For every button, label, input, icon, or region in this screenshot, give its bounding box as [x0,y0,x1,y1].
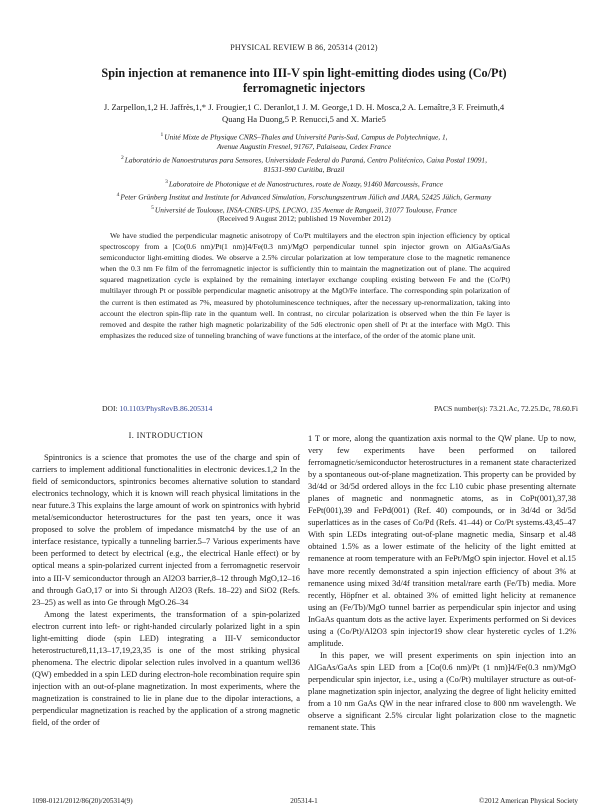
affiliation-2b: 81531-990 Curitiba, Brazil [263,165,345,174]
affiliation-2a: $^2$Laboratório de Nanoestruturas para Sensores, Universidade Federal do Paraná, Centro Politécnico, Caixa Postal 19091, [121,155,487,165]
paragraph: In this paper, we will present experiments on spin injection into an AlGaAs/GaAs spin LED from a [Co(0.6 nm)/Pt (1 nm)]4/Fe(0.3 nm)/MgO perpendicular spin injector, i.e., using a (Co/Pt) multilayer structure as out-of-plane magnetization spin injector, analyzing the degree of light helicity emitted from a 10 nm GaAs QW in the near infrared close to 800 nm wavelength. We observe a significant 2.5% circular light polarization close to the magnetic remanent state. This [308,650,576,733]
authors-line-1: J. Zarpellon,1,2 H. Jaffrès,1,* J. Frougier,1 C. Deranlot,1 J. M. George,1 D. H. Mosca,2 A. Lemaître,3 F. Freimuth,4 [103,102,505,112]
journal-header: PHYSICAL REVIEW B 86, 205314 (2012) [230,43,378,52]
section-heading: I. INTRODUCTION [128,431,204,440]
paragraph: Spintronics is a science that promotes the use of the charge and spin of carriers to implement additional functionalities in electronic devices.1,2 In the field of semiconductors, spintronics becomes alternative solution to standard electronics technology, which it is known will reach physical limitations in the near future.3 This explains the large amount of work on spintronics with hybrid metal/semiconductor heterostructures for the past ten years, once it was proposed to solve the problem of impedance mismatch4 by the use of an interface resistance, typically a tunneling barrier.5–7 Various experiments have been performed to detect by electrical (e.g., the electrical Hanle effect) or by optical means a spin-polarized current injected from a ferromagnetic reservoir into a III-V semiconductor through an Al2O3 barrier,8–12 through MgO,12–16 and through GaO,17 or into Si through Al2O3 (Refs. 18–22) and SiO2 (Refs. 23–25) as well as into Ge through MgO.26–34 [32,453,300,607]
title-line-1: Spin injection at remanence into III-V spin light-emitting diodes using (Co/Pt) [101,66,507,80]
right-column [308,433,576,734]
authors-line-2: Quang Ha Duong,5 P. Renucci,5 and X. Marie5 [222,114,386,124]
affiliation-4: $^4$Peter Grünberg Institut and Institute for Advanced Simulation, Forschungszentrum Jülich and JARA, 52425 Jülich, Germany [116,192,492,202]
doi-label: DOI: [102,404,120,413]
author-list [40,101,568,125]
footer-issn: 1098-0121/2012/86(20)/205314(9) [32,797,133,805]
footer-page-number: 205314-1 [290,797,318,805]
left-column [32,430,300,729]
affiliation-3: $^3$Laboratoire de Photonique et de Nanostructures, route de Nozay, 91460 Marcoussis, France [165,179,443,189]
affiliation-1b: Avenue Augustin Fresnel, 91767, Palaiseau, Cedex France [216,142,392,151]
doi-link[interactable]: 10.1103/PhysRevB.86.205314 [119,404,213,413]
pacs-numbers: PACS number(s): 73.21.Ac, 72.25.Dc, 78.60.Fi [433,404,578,413]
title-line-2: ferromagnetic injectors [243,81,365,95]
affiliation-1a: $^1$Unité Mixte de Physique CNRS–Thales and Université Paris-Sud, Campus de Polytechnique, 1, [160,132,448,142]
affiliation-5: $^5$Université de Toulouse, INSA-CNRS-UPS, LPCNO, 135 Avenue de Rangueil, 31077 Toulouse, France [151,205,457,215]
paragraph: Among the latest experiments, the transformation of a spin-polarized electron current into left- or right-handed circularly polarized light in a spin light-emitting diode (spin LED) integrating a III-V semiconductor heterostructure8,11,13–17,19,23,35 is one of the most striking physical phenomena. The electric dipolar selection rules involved in a quantum well36 (QW) embedded in a spin LED during electron-hole recombination require spin injection with an out-of-plane magnetization. In most experiments, where the magnetization is constrained to lie in plane due to the dipolar interactions, a perpendicular magnetization is reached by the application of a strong magnetic field, of the order of [32,609,300,728]
footer-copyright: ©2012 American Physical Society [478,797,578,805]
doi-line [102,404,212,413]
received-date: (Received 9 August 2012; published 19 November 2012) [217,214,391,223]
paragraph: 1 T or more, along the quantization axis normal to the QW plane. Up to now, very few experiments have been performed on tailored ferromagnetic/semiconductor heterostructures in a remanent state characterized by a spontaneous out-of-plane magnetization. This property can be provided by 3d/4d or 3d/5d ordered alloys in the fcc L10 cubic phase presenting alternate planes of magnetic and nonmagnetic atoms, as in CoPt(001),37,38 FePt(001),39 and FePd(001) (Ref. 40) compounds, or in 3d/4d or 3d/5d superlattices as in the cases of Co/Pd (Refs. 41–44) or Co/Pt systems.43,45–47 With spin LEDs integrating out-of-plane magnetic media, Sinsarp et al.48 obtained 1.5% as a lower estimate of the helicity of the light emitted at remanence at room temperature with an FePt/MgO spin injector. Hovel et al.15 have more recently demonstrated a spin injection efficiency of about 3% at remanence using mixed 3d/4f transition metal/rare earth (Fe/Tb) media. More recently, Höpfner et al. obtained 3% of emitted light helicity at remanence using an (Fe/Tb)/MgO tunnel barrier as perpendicular spin injector and using InGaAs quantum dots as the active layer. Experiments performed on Si devices using a (Co/Pt)/Al2O3 spin injector19 show clear hysteretic cycles of 1.2% amplitude. [308,434,576,648]
article-title [60,66,548,96]
abstract: We have studied the perpendicular magnetic anisotropy of Co/Pt multilayers and the electron spin injection efficiency by optical spectroscopy from a [Co(0.6 nm)/Pt(1 nm)]4/Fe(0.3 nm)/MgO perpendicular tunnel spin injector grown on AlGaAs/GaAs semiconductor light-emitting diodes. We observe a 2.5% circular polarization at low temperature close to the magnetic remanence when the 0.3 nm Fe film of the ferromagnetic injector is sufficiently thin to maintain the magnetization out of plane. The acquired squared magnetization cycle is explained by the remaining interlayer exchange coupling existing between Fe and the (Co/Pt) multilayer through Pt or possible perpendicular magnetic anisotropy at the MgO/Fe interface. The corresponding spin polarization of the current is then estimated as 7%, measured by photoluminescence techniques, after the necessary up-renormalization, taking into account the electron spin-flip rate in the quantum well. In contrast, no circular polarization is observed when the thin Fe layer is removed and despite the rather high magnetic polarizability of the 5d6 electronic open shell of Pt at the interface with MgO. This emphasizes the reduced size of tunneling branching of wave functions at the interface, of the order of the atomic plane unit. [100,231,510,340]
